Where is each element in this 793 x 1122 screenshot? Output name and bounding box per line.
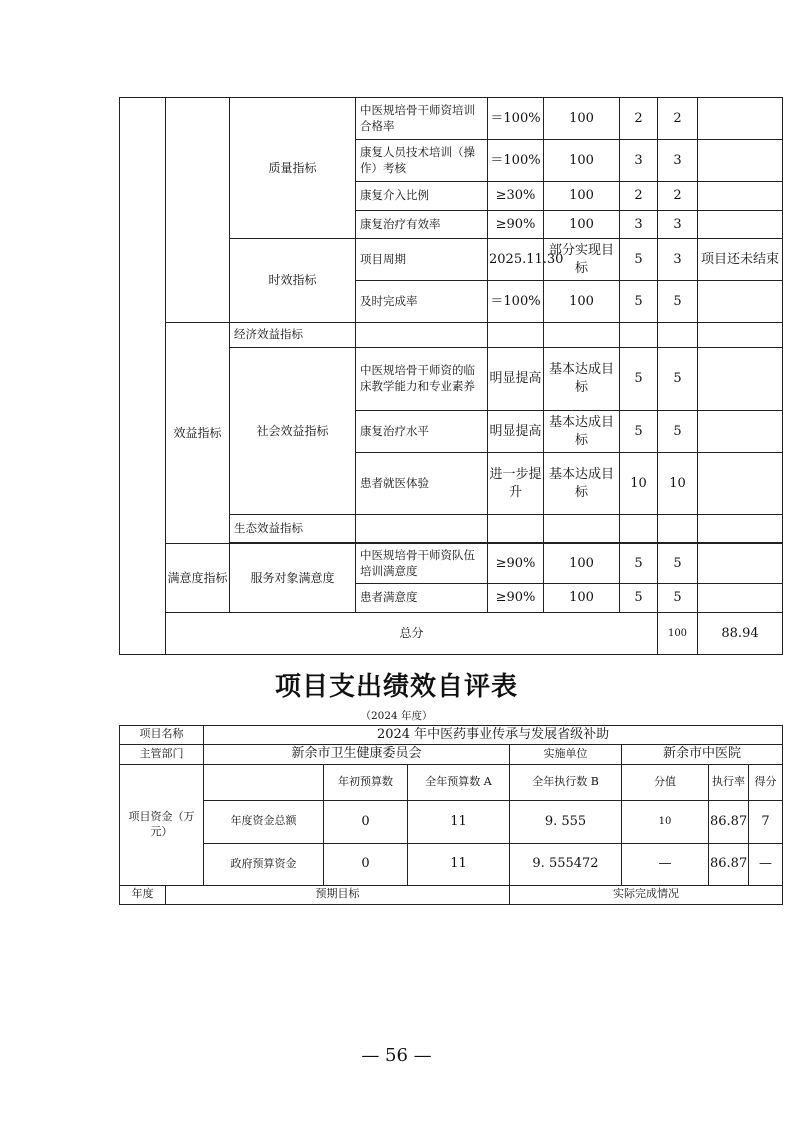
total-label: 总分: [166, 613, 658, 655]
indicator-name: 康复介入比例: [356, 182, 488, 211]
indicator-value: 100: [544, 211, 620, 239]
group-timeliness: 时效指标: [230, 239, 356, 323]
category-cell-blank: [120, 98, 166, 655]
indicator-name: 患者就医体验: [356, 453, 488, 515]
group-ecological: 生态效益指标: [230, 515, 356, 543]
project-name-label: 项目名称: [120, 726, 204, 745]
category-benefit: 效益指标: [166, 323, 230, 544]
indicator-value: 100: [544, 584, 620, 613]
indicator-note: 项目还未结束: [698, 239, 783, 281]
row-initial: 0: [324, 800, 408, 843]
indicator-name: 中医规培骨干师资队伍培训满意度: [356, 544, 488, 584]
indicator-weight: 5: [620, 281, 658, 323]
indicator-name: 康复治疗水平: [356, 411, 488, 453]
unit-label: 实施单位: [510, 744, 622, 764]
indicator-name: 患者满意度: [356, 584, 488, 613]
indicator-score: 3: [658, 140, 698, 182]
footer-expected: 预期目标: [166, 885, 510, 904]
header-initial: 年初预算数: [324, 764, 408, 800]
indicator-value: 基本达成目标: [544, 348, 620, 411]
indicator-note: [698, 98, 783, 140]
indicator-name: 康复治疗有效率: [356, 211, 488, 239]
footer-year: 年度: [120, 885, 166, 904]
row-annual: 11: [408, 800, 510, 843]
indicator-name: 及时完成率: [356, 281, 488, 323]
indicator-target: 进一步提升: [488, 453, 544, 515]
indicator-weight: 5: [620, 411, 658, 453]
indicator-score: 10: [658, 453, 698, 515]
indicator-weight: 5: [620, 348, 658, 411]
indicator-weight: 5: [620, 584, 658, 613]
header-executed: 全年执行数 B: [510, 764, 622, 800]
indicator-value: 100: [544, 140, 620, 182]
indicator-target: ＝100%: [488, 98, 544, 140]
indicator-target: ≥90%: [488, 584, 544, 613]
funds-table: [119, 725, 783, 905]
row-score: —: [749, 843, 783, 885]
unit-value: 新余市中医院: [622, 744, 783, 764]
indicator-table: [119, 97, 783, 655]
indicator-name: 康复人员技术培训（操作）考核: [356, 140, 488, 182]
indicator-value: 部分实现目标: [544, 239, 620, 281]
footer-actual: 实际完成情况: [510, 885, 783, 904]
indicator-name: 中医规培骨干师资的临床教学能力和专业素养: [356, 348, 488, 411]
indicator-note: [698, 211, 783, 239]
indicator-score: 5: [658, 348, 698, 411]
indicator-target: 2025.11.30: [488, 239, 544, 281]
header-score: 得分: [749, 764, 783, 800]
indicator-target: ≥30%: [488, 182, 544, 211]
row-rate: 86.87: [709, 800, 749, 843]
row-rate: 86.87: [709, 843, 749, 885]
indicator-score: 3: [658, 239, 698, 281]
indicator-name: 项目周期: [356, 239, 488, 281]
group-social: 社会效益指标: [230, 348, 356, 515]
row-score-value: 10: [622, 800, 709, 843]
indicator-target: ＝100%: [488, 281, 544, 323]
indicator-value: 100: [544, 544, 620, 584]
indicator-target: 明显提高: [488, 348, 544, 411]
row-annual: 11: [408, 843, 510, 885]
indicator-score: 2: [658, 98, 698, 140]
total-weight: 100: [658, 613, 698, 655]
indicator-name: 中医规培骨干师资培训合格率: [356, 98, 488, 140]
indicator-weight: 3: [620, 140, 658, 182]
indicator-score: 5: [658, 544, 698, 584]
row-initial: 0: [324, 843, 408, 885]
header-score-value: 分值: [622, 764, 709, 800]
header-annual: 全年预算数 A: [408, 764, 510, 800]
year-subtitle: （2024 年度）: [360, 710, 433, 722]
indicator-value: 基本达成目标: [544, 453, 620, 515]
group-quality: 质量指标: [230, 98, 356, 239]
project-name: 2024 年中医药事业传承与发展省级补助: [204, 726, 783, 745]
indicator-value: 基本达成目标: [544, 411, 620, 453]
header-rate: 执行率: [709, 764, 749, 800]
indicator-value: 100: [544, 281, 620, 323]
indicator-target: ≥90%: [488, 211, 544, 239]
indicator-weight: 5: [620, 239, 658, 281]
indicator-weight: 2: [620, 98, 658, 140]
group-service-satisfaction: 服务对象满意度: [230, 544, 356, 613]
row-executed: 9. 555: [510, 800, 622, 843]
indicator-weight: 5: [620, 544, 658, 584]
indicator-score: 5: [658, 281, 698, 323]
indicator-score: 2: [658, 182, 698, 211]
row-label: 年度资金总额: [204, 800, 324, 843]
indicator-weight: 10: [620, 453, 658, 515]
indicator-score: 5: [658, 584, 698, 613]
row-executed: 9. 555472: [510, 843, 622, 885]
row-score-value: —: [622, 843, 709, 885]
indicator-value: 100: [544, 98, 620, 140]
indicator-note: [698, 182, 783, 211]
indicator-note: [698, 140, 783, 182]
indicator-value: 100: [544, 182, 620, 211]
indicator-weight: 3: [620, 211, 658, 239]
group-economic: 经济效益指标: [230, 323, 356, 348]
category-satisfaction: 满意度指标: [166, 544, 230, 613]
page-number: — 56 —: [361, 1045, 432, 1066]
row-score: 7: [749, 800, 783, 843]
indicator-target: 明显提高: [488, 411, 544, 453]
indicator-note: [698, 281, 783, 323]
row-label: 政府预算资金: [204, 843, 324, 885]
indicator-weight: 2: [620, 182, 658, 211]
dept-value: 新余市卫生健康委员会: [204, 744, 510, 764]
indicator-target: ≥90%: [488, 544, 544, 584]
dept-label: 主管部门: [120, 744, 204, 764]
page-title: 项目支出绩效自评表: [274, 672, 518, 702]
indicator-score: 5: [658, 411, 698, 453]
subcategory-cell-blank: [166, 98, 230, 323]
funds-label: 项目资金（万元）: [120, 764, 204, 885]
total-score: 88.94: [698, 613, 783, 655]
indicator-score: 3: [658, 211, 698, 239]
indicator-target: ＝100%: [488, 140, 544, 182]
